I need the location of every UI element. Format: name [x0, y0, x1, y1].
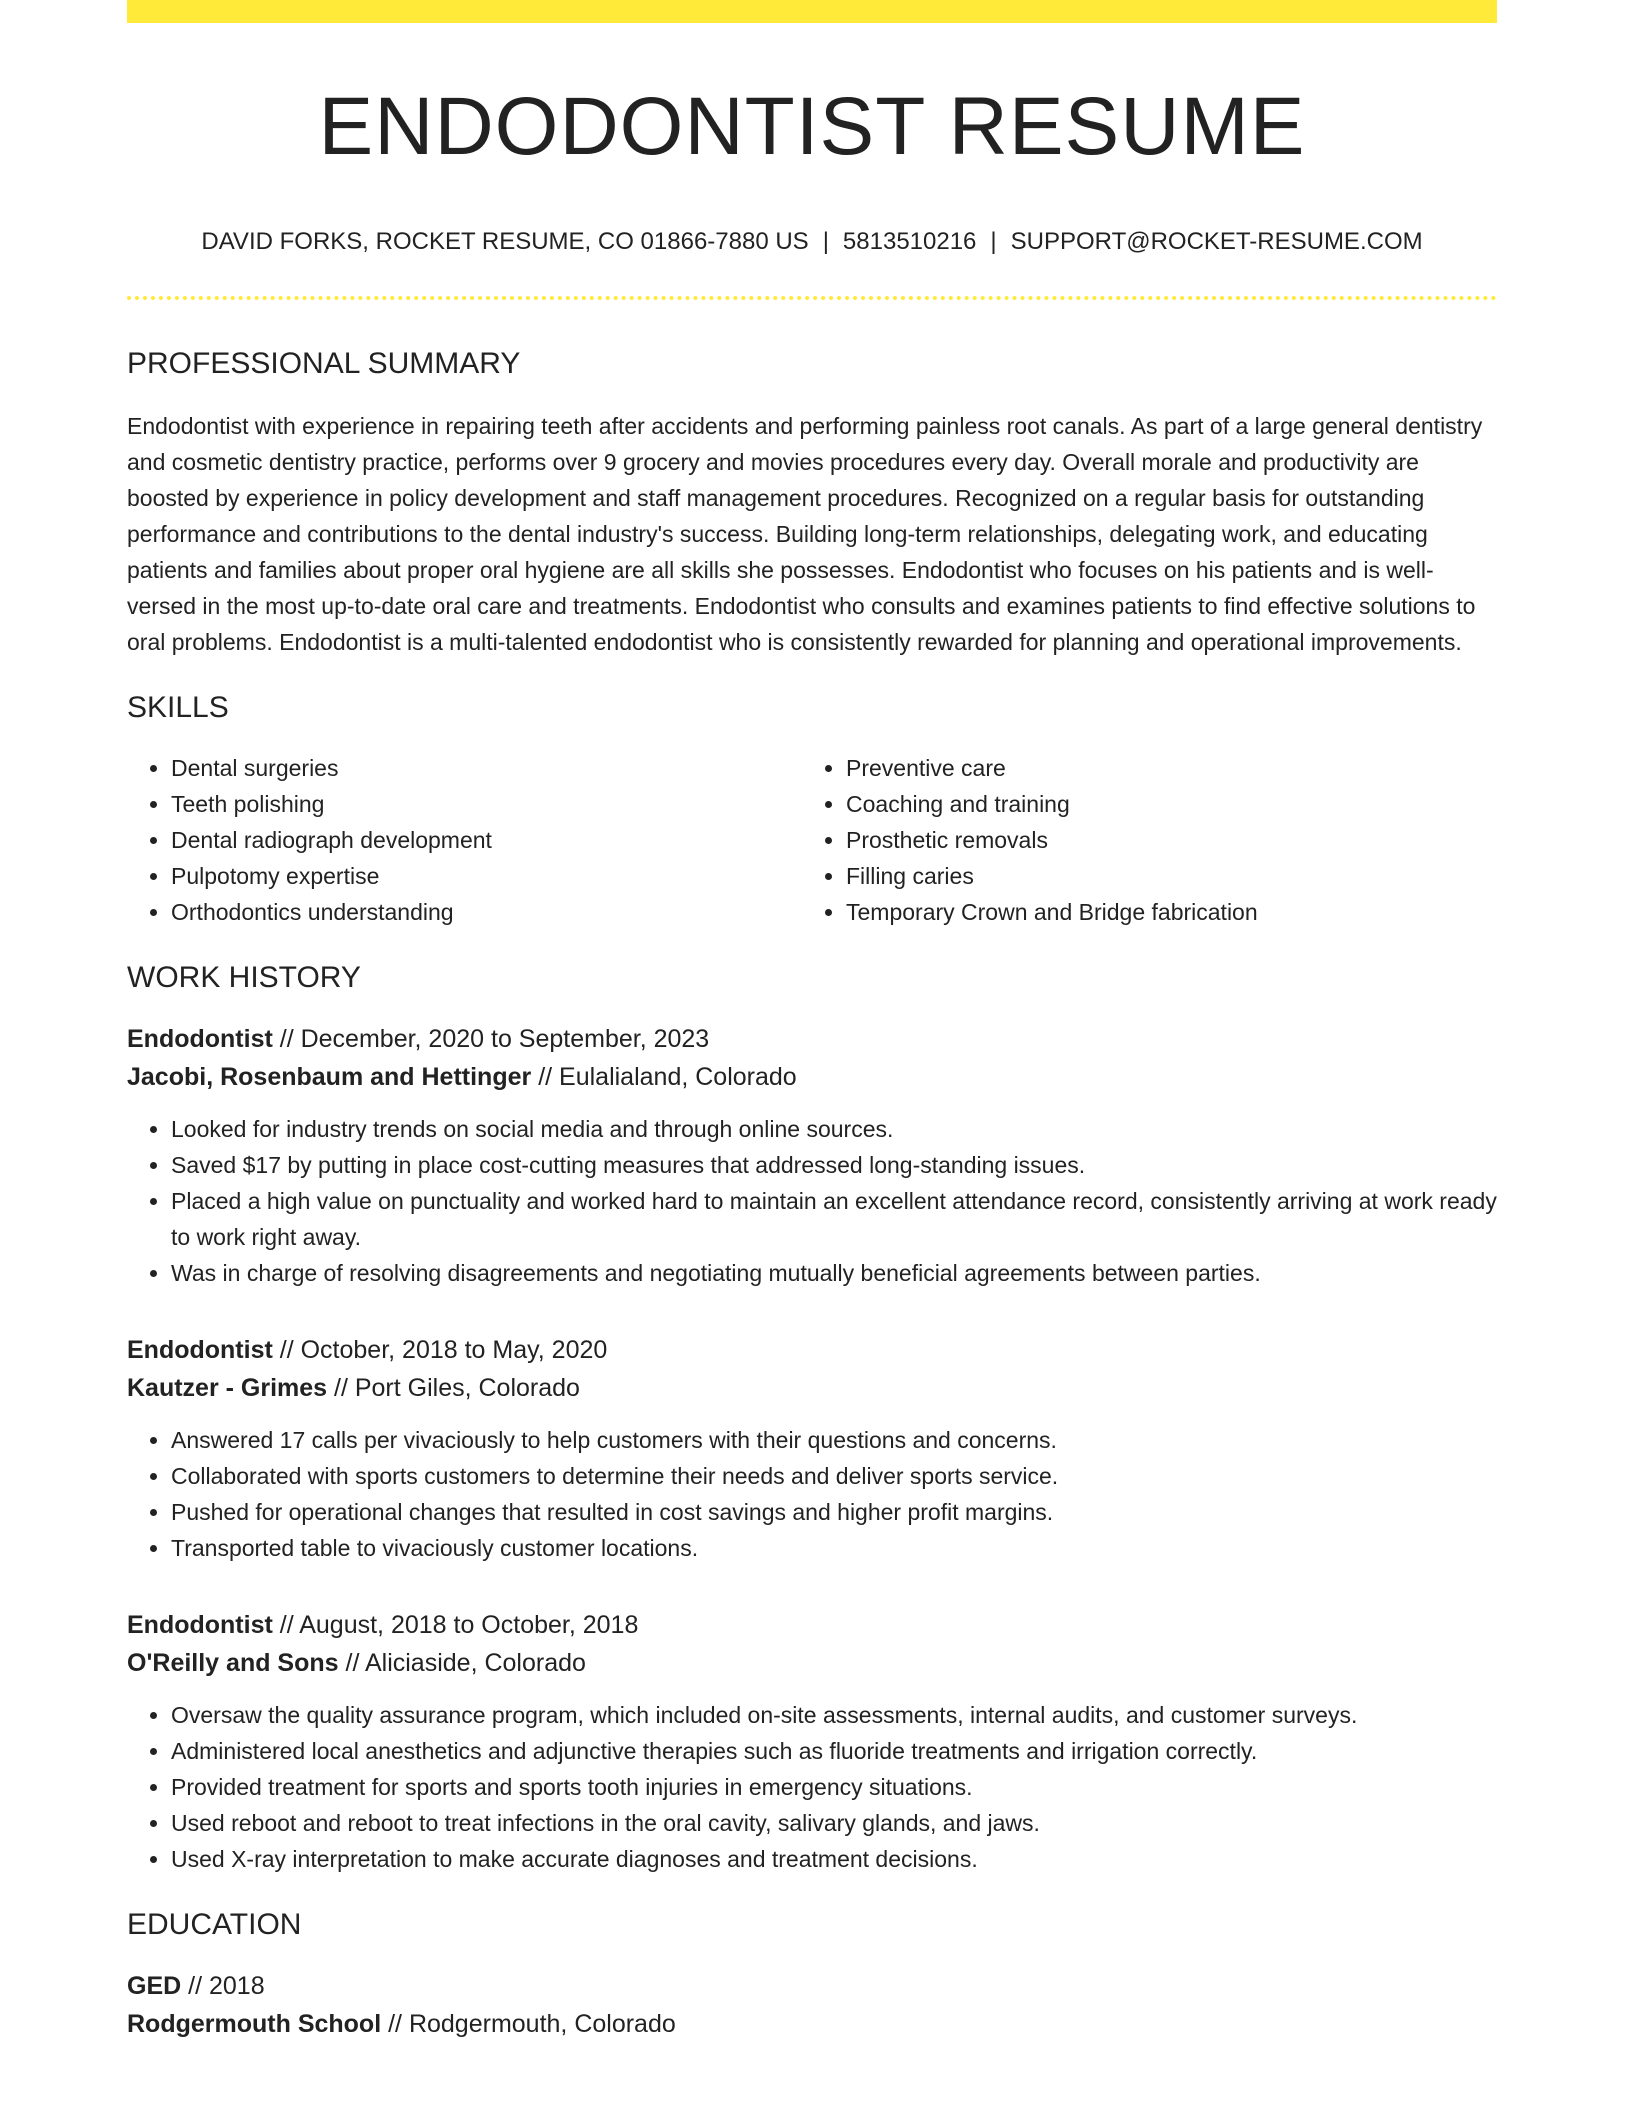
skill-item: • Temporary Crown and Bridge fabrication: [846, 894, 1477, 930]
contact-email: SUPPORT@ROCKET-RESUME.COM: [1010, 228, 1423, 256]
summary-text: Endodontist with experience in repairing teeth after accidents and performing painless root canals. As part of a large general dentistry and cosmetic dentistry practice, performs over 9 grocery and movies procedures every day. Overall morale and productivity are boosted by experience in policy development and staff management procedures. Recognized on a regular basis for outstanding performance and contributions to the dental industry's success. Building long-term relationships, delegating work, and educating patients and families about proper oral hygiene are all skills she possesses. Endodontist who focuses on his patients and is well-versed in the most up-to-date oral care and treatments. Endodontist who consults and examines patients to find effective solutions to oral problems. Endodontist is a multi-talented endodontist who is consistently rewarded for planning and operational improvements.: [127, 412, 1483, 655]
job-location: // Eulalialand, Colorado: [538, 1062, 797, 1091]
job-company-line: [127, 1644, 1497, 1682]
job-entry: [127, 1606, 1497, 1877]
job-title-line: [127, 1331, 1497, 1369]
job-bullets: [127, 1422, 1497, 1566]
skill-item: • Teeth polishing: [171, 786, 802, 822]
contact-phone: 5813510216: [842, 228, 977, 256]
resume-title: ENDODONTIST RESUME: [318, 81, 1306, 172]
job-bullet: • Saved $17 by putting in place cost-cutting measures that addressed long-standing issues.: [171, 1147, 1497, 1183]
work-history-heading: WORK HISTORY: [127, 960, 361, 994]
education-entry: [127, 1967, 1497, 2043]
job-title-line: [127, 1606, 1497, 1644]
resume-page: [127, 0, 1497, 2043]
job-title: Endodontist: [127, 1024, 273, 1053]
job-entry: [127, 1020, 1497, 1291]
job-bullet: • Placed a high value on punctuality and worked hard to maintain an excellent attendance record, consistently arriving at work ready to work right away.: [171, 1183, 1497, 1255]
education-school-line: [127, 2005, 1497, 2043]
job-bullet: • Was in charge of resolving disagreements and negotiating mutually beneficial agreements between parties.: [171, 1255, 1497, 1291]
job-title: Endodontist: [127, 1335, 273, 1364]
job-location: // Port Giles, Colorado: [334, 1373, 580, 1402]
education-heading: EDUCATION: [127, 1907, 302, 1941]
skill-item: • Prosthetic removals: [846, 822, 1477, 858]
job-company-line: [127, 1058, 1497, 1096]
skill-item: • Pulpotomy expertise: [171, 858, 802, 894]
education-year: // 2018: [188, 1971, 265, 2000]
job-company: Kautzer - Grimes: [127, 1373, 328, 1402]
skill-item: • Dental surgeries: [171, 750, 802, 786]
contact-address: DAVID FORKS, ROCKET RESUME, CO 01866-7880 US: [201, 228, 809, 256]
education-location: // Rodgermouth, Colorado: [388, 2009, 676, 2038]
education-degree: GED: [127, 1971, 182, 2000]
skills-columns: [127, 750, 1497, 930]
contact-separator: |: [990, 228, 997, 256]
contact-separator: |: [822, 228, 829, 256]
job-company: O'Reilly and Sons: [127, 1648, 339, 1677]
job-dates: // August, 2018 to October, 2018: [279, 1610, 639, 1639]
contact-line: [127, 228, 1497, 257]
job-company: Jacobi, Rosenbaum and Hettinger: [127, 1062, 532, 1091]
job-dates: // December, 2020 to September, 2023: [279, 1024, 710, 1053]
skill-item: • Orthodontics understanding: [171, 894, 802, 930]
education-degree-line: [127, 1967, 1497, 2005]
summary-heading: PROFESSIONAL SUMMARY: [127, 346, 521, 380]
skill-item: • Preventive care: [846, 750, 1477, 786]
skills-list-right: [802, 750, 1477, 930]
job-title: Endodontist: [127, 1610, 273, 1639]
skills-list-left: [127, 750, 802, 930]
job-bullet: • Provided treatment for sports and sports tooth injuries in emergency situations.: [171, 1769, 1497, 1805]
job-bullet: • Looked for industry trends on social media and through online sources.: [171, 1111, 1497, 1147]
job-bullet: • Used reboot and reboot to treat infections in the oral cavity, salivary glands, and jaws.: [171, 1805, 1497, 1841]
job-bullet: • Collaborated with sports customers to determine their needs and deliver sports service.: [171, 1458, 1497, 1494]
education-school: Rodgermouth School: [127, 2009, 382, 2038]
skill-item: • Coaching and training: [846, 786, 1477, 822]
job-bullet: • Administered local anesthetics and adjunctive therapies such as fluoride treatments and irrigation correctly.: [171, 1733, 1497, 1769]
job-bullet: • Oversaw the quality assurance program, which included on-site assessments, internal audits, and customer surveys.: [171, 1697, 1497, 1733]
job-bullet: • Answered 17 calls per vivaciously to help customers with their questions and concerns.: [171, 1422, 1497, 1458]
job-bullets: [127, 1111, 1497, 1291]
job-bullet: • Pushed for operational changes that resulted in cost savings and higher profit margins.: [171, 1494, 1497, 1530]
job-bullet: • Used X-ray interpretation to make accurate diagnoses and treatment decisions.: [171, 1841, 1497, 1877]
job-entry: [127, 1331, 1497, 1566]
job-company-line: [127, 1369, 1497, 1407]
skills-heading: SKILLS: [127, 690, 229, 724]
skill-item: • Dental radiograph development: [171, 822, 802, 858]
job-bullet: • Transported table to vivaciously customer locations.: [171, 1530, 1497, 1566]
job-bullets: [127, 1697, 1497, 1877]
job-location: // Aliciaside, Colorado: [345, 1648, 586, 1677]
skill-item: • Filling caries: [846, 858, 1477, 894]
job-dates: // October, 2018 to May, 2020: [279, 1335, 608, 1364]
job-title-line: [127, 1020, 1497, 1058]
accent-top-bar: [127, 0, 1497, 23]
dotted-divider: [127, 296, 1497, 300]
